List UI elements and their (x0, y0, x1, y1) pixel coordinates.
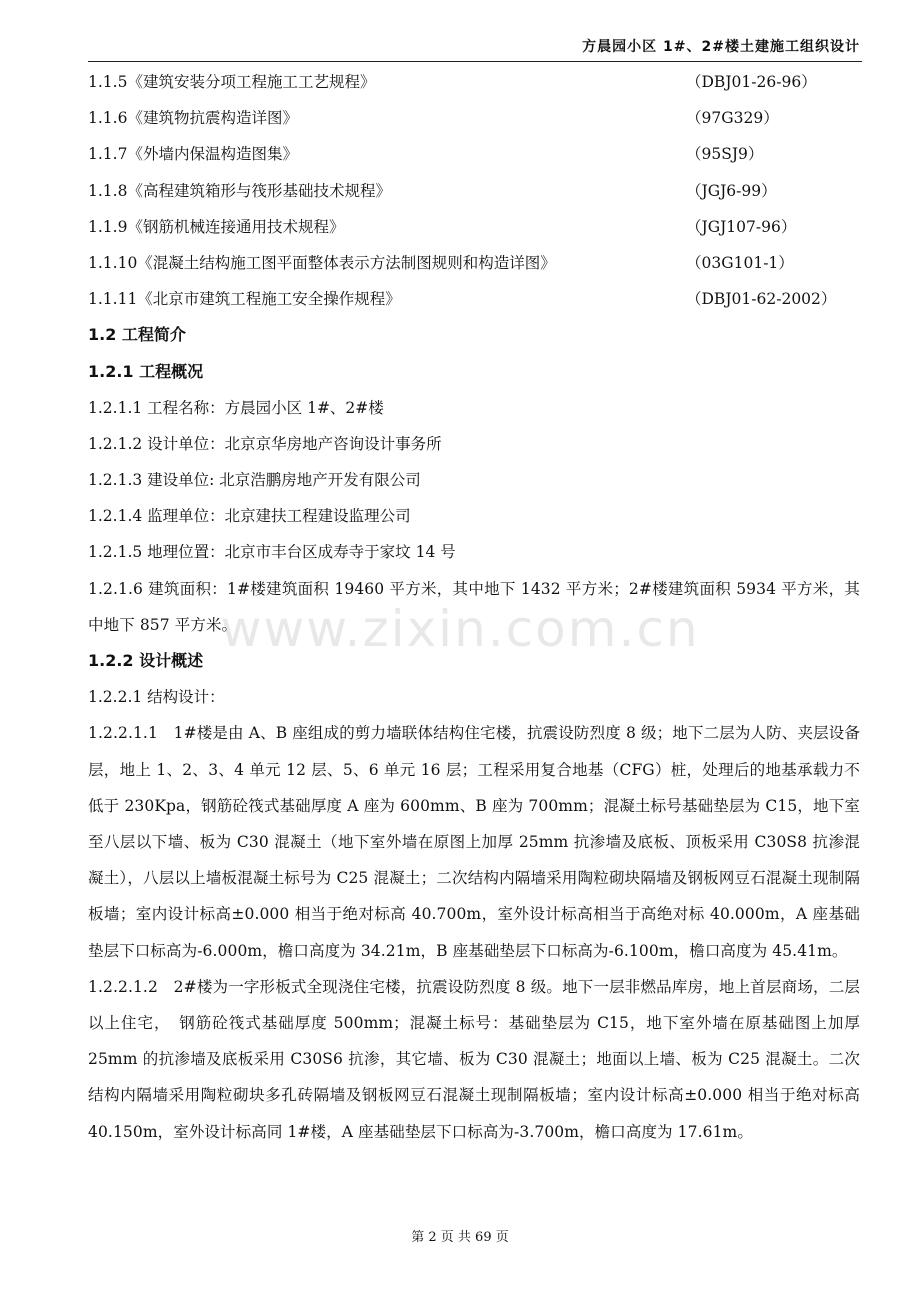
reference-row (88, 281, 860, 317)
reference-code: （DBJ01-26-96） (686, 73, 817, 91)
section-heading-1-2: 1.2 工程简介 (88, 325, 186, 345)
building-1-structure-paragraph: 1.2.2.1.1 1#楼是由 A、B 座组成的剪力墙联体结构住宅楼，抗震设防烈度 8 级；地下二层为人防、夹层设备层，地上 1、2、3、4 单元 12 层、5、6 单元 16 层；工程采用复合地基（CFG）桩，处理后的地基承载力不低于 230Kpa，钢筋砼筏式基础厚度 A 座为 600mm、B 座为 700mm；混凝土标号基础垫层为 C15，地下室至八层以下墙、板为 C30 混凝土（地下室外墙在原图上加厚 25mm 抗渗墙及底板、顶板采用 C30S8 抗渗混凝土），八层以上墙板混凝土标号为 C25 混凝土；二次结构内隔墙采用陶粒砌块隔墙及钢板网豆石混凝土现制隔板墙；室内设计标高±0.000 相当于绝对标高 40.700m，室外设计标高相当于高绝对标 40.000m，A 座基础垫层下口标高为-6.000m，檐口高度为 34.21m，B 座基础垫层下口标高为-6.100m，檐口高度为 45.41m。 (88, 724, 860, 960)
header-rule (88, 61, 862, 62)
supervision-unit-item: 1.2.1.4 监理单位：北京建扶工程建设监理公司 (88, 507, 411, 526)
reference-row (88, 100, 860, 136)
reference-title: 1.1.7《外墙内保温构造图集》 (88, 145, 298, 164)
reference-row (88, 173, 860, 209)
building-area-paragraph: 1.2.1.6 建筑面积：1#楼建筑面积 19460 平方米，其中地下 1432 平方米；2#楼建筑面积 5934 平方米，其中地下 857 平方米。 (88, 579, 860, 634)
reference-code: （95SJ9） (686, 145, 764, 164)
reference-title: 1.1.6《建筑物抗震构造详图》 (88, 109, 298, 128)
reference-row (88, 64, 860, 100)
reference-code: （DBJ01-62-2002） (686, 290, 837, 309)
building-2-structure-paragraph: 1.2.2.1.2 2#楼为一字形板式全现浇住宅楼，抗震设防烈度 8 级。地下一层非燃品库房，地上首层商场，二层以上住宅， 钢筋砼筏式基础厚度 500mm；混凝土标号：基础垫层为 C15，地下室外墙在原基础图上加厚 25mm 的抗渗墙及底板采用 C30S6 抗渗，其它墙、板为 C30 混凝土；地面以上墙、板为 C25 混凝土。二次结构内隔墙采用陶粒砌块多孔砖隔墙及钢板网豆石混凝土现制隔板墙；室内设计标高±0.000 相当于绝对标高 40.150m，室外设计标高同 1#楼，A 座基础垫层下口标高为-3.700m，檐口高度为 17.61m。 (88, 977, 860, 1141)
section-heading-1-2-1: 1.2.1 工程概况 (88, 361, 204, 381)
reference-title: 1.1.9《钢筋机械连接通用技术规程》 (88, 217, 345, 236)
reference-title: 1.1.5《建筑安装分项工程施工工艺规程》 (88, 73, 376, 91)
construction-unit-item: 1.2.1.3 建设单位: 北京浩鹏房地产开发有限公司 (88, 471, 421, 490)
reference-code: （03G101-1） (686, 253, 794, 272)
reference-row (88, 209, 860, 245)
reference-title: 1.1.11《北京市建筑工程施工安全操作规程》 (88, 290, 401, 309)
structure-design-label: 1.2.2.1 结构设计： (88, 688, 225, 707)
document-header-title: 方晨园小区 1#、2#楼土建施工组织设计 (582, 39, 860, 55)
reference-title: 1.1.8《高程建筑箱形与筏形基础技术规程》 (88, 181, 391, 200)
section-heading-1-2-2: 1.2.2 设计概述 (88, 651, 204, 671)
reference-row (88, 245, 860, 281)
page-number-footer: 第 2 页 共 69 页 (411, 1230, 509, 1245)
reference-row (88, 136, 860, 172)
location-item: 1.2.1.5 地理位置：北京市丰台区成寿寺于家坟 14 号 (88, 543, 456, 562)
reference-title: 1.1.10《混凝土结构施工图平面整体表示方法制图规则和构造详图》 (88, 253, 556, 272)
reference-code: （JGJ107-96） (686, 217, 797, 236)
design-unit-item: 1.2.1.2 设计单位：北京京华房地产咨询设计事务所 (88, 434, 442, 453)
watermark: www.zixin.com.cn (220, 600, 700, 658)
reference-code: （97G329） (686, 109, 779, 128)
reference-code: （JGJ6-99） (686, 181, 777, 200)
document-body (88, 64, 860, 1150)
project-name-item: 1.2.1.1 工程名称：方晨园小区 1#、2#楼 (88, 398, 384, 417)
